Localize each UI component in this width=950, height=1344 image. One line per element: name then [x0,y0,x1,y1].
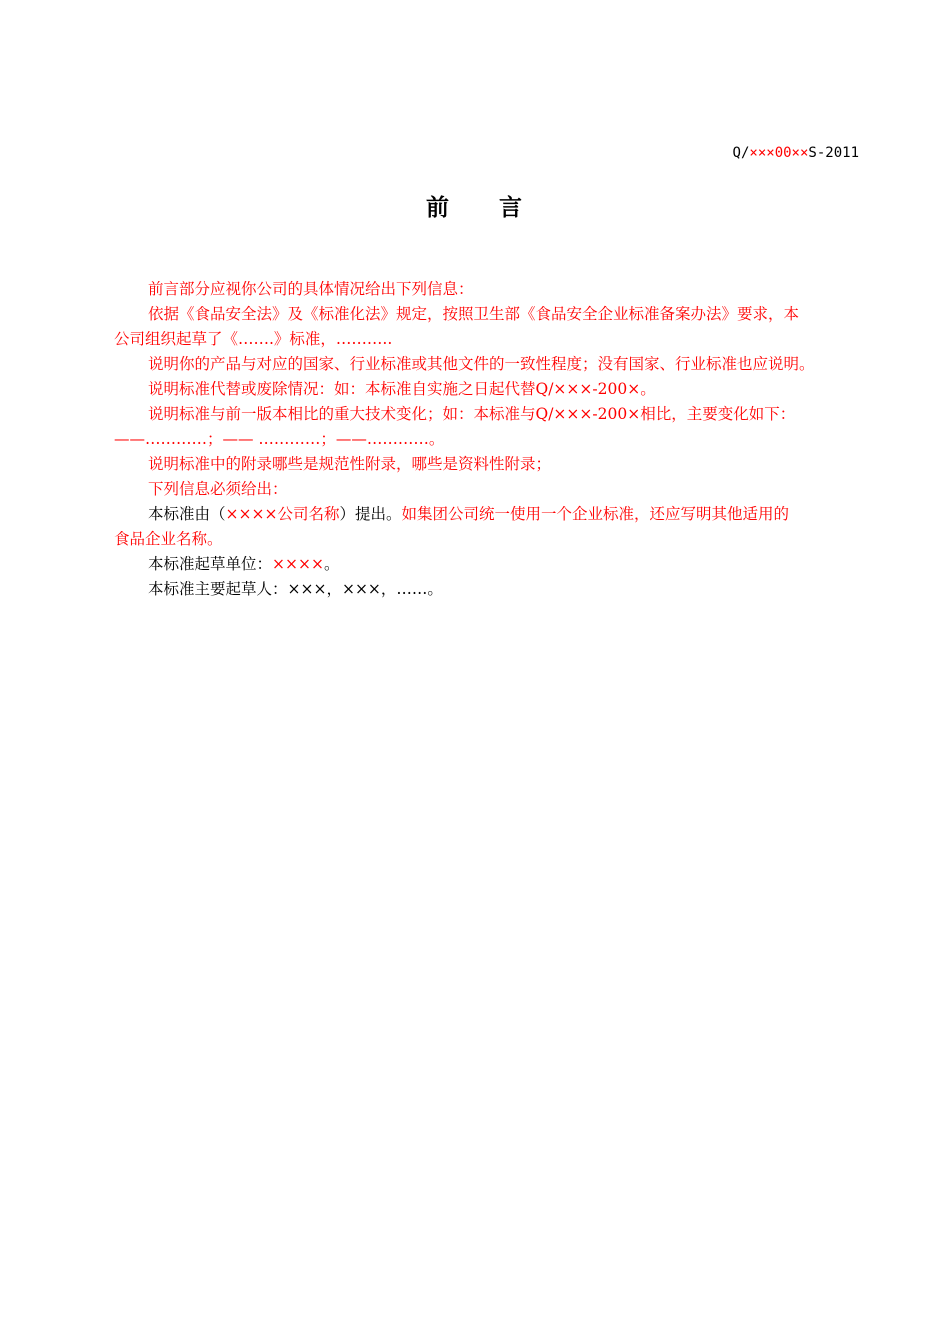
paragraph-appendix: 说明标准中的附录哪些是规范性附录，哪些是资料性附录； [148,455,552,473]
paragraph-required-info: 下列信息必须给出： [148,480,288,498]
title-char-2: 言 [499,195,524,221]
code-prefix: Q/ [732,145,750,161]
paragraph-intro: 前言部分应视你公司的具体情况给出下列信息： [148,280,474,298]
paragraph-changes-line-1: 说明标准与前一版本相比的重大技术变化；如：本标准与Q/×××-200×相比，主要变化如下： [148,405,796,423]
paragraph-changes-line-2: ——…………；—— …………；——…………。 [114,430,445,448]
title-char-1: 前 [426,195,451,221]
standard-code [733,144,859,162]
paragraph-consistency: 说明你的产品与对应的国家、行业标准或其他文件的一致性程度；没有国家、行业标准也应说明。 [148,355,815,373]
foreword-body [114,277,860,602]
paragraph-replacement: 说明标准代替或废除情况：如：本标准自实施之日起代替Q/×××-200×。 [148,380,656,398]
paragraph-basis-line-2: 公司组织起草了《…….》标准，……….. [114,330,393,348]
code-suffix: S-2011 [808,145,859,161]
proposer-company: ××××公司名称 [225,505,340,523]
code-middle: ×××00×× [749,145,809,161]
proposer-note: 如集团公司统一使用一个企业标准，还应写明其他适用的 [401,505,789,523]
proposer-text-2: ）提出。 [339,505,402,523]
paragraph-proposer-line-1 [114,502,860,527]
paragraph-basis-line-1: 依据《食品安全法》及《标准化法》规定，按照卫生部《食品安全企业标准备案办法》要求，本 [148,305,800,323]
paragraph-proposer-line-2: 食品企业名称。 [114,530,223,548]
drafting-unit-value: ×××× [272,555,324,573]
drafting-unit-label: 本标准起草单位： [148,555,273,573]
paragraph-drafters: 本标准主要起草人：×××，×××，……。 [148,580,443,598]
drafting-unit-end: 。 [323,555,340,573]
proposer-text-1: 本标准由（ [148,505,226,523]
paragraph-drafting-unit [114,552,860,577]
page-title [0,192,950,224]
